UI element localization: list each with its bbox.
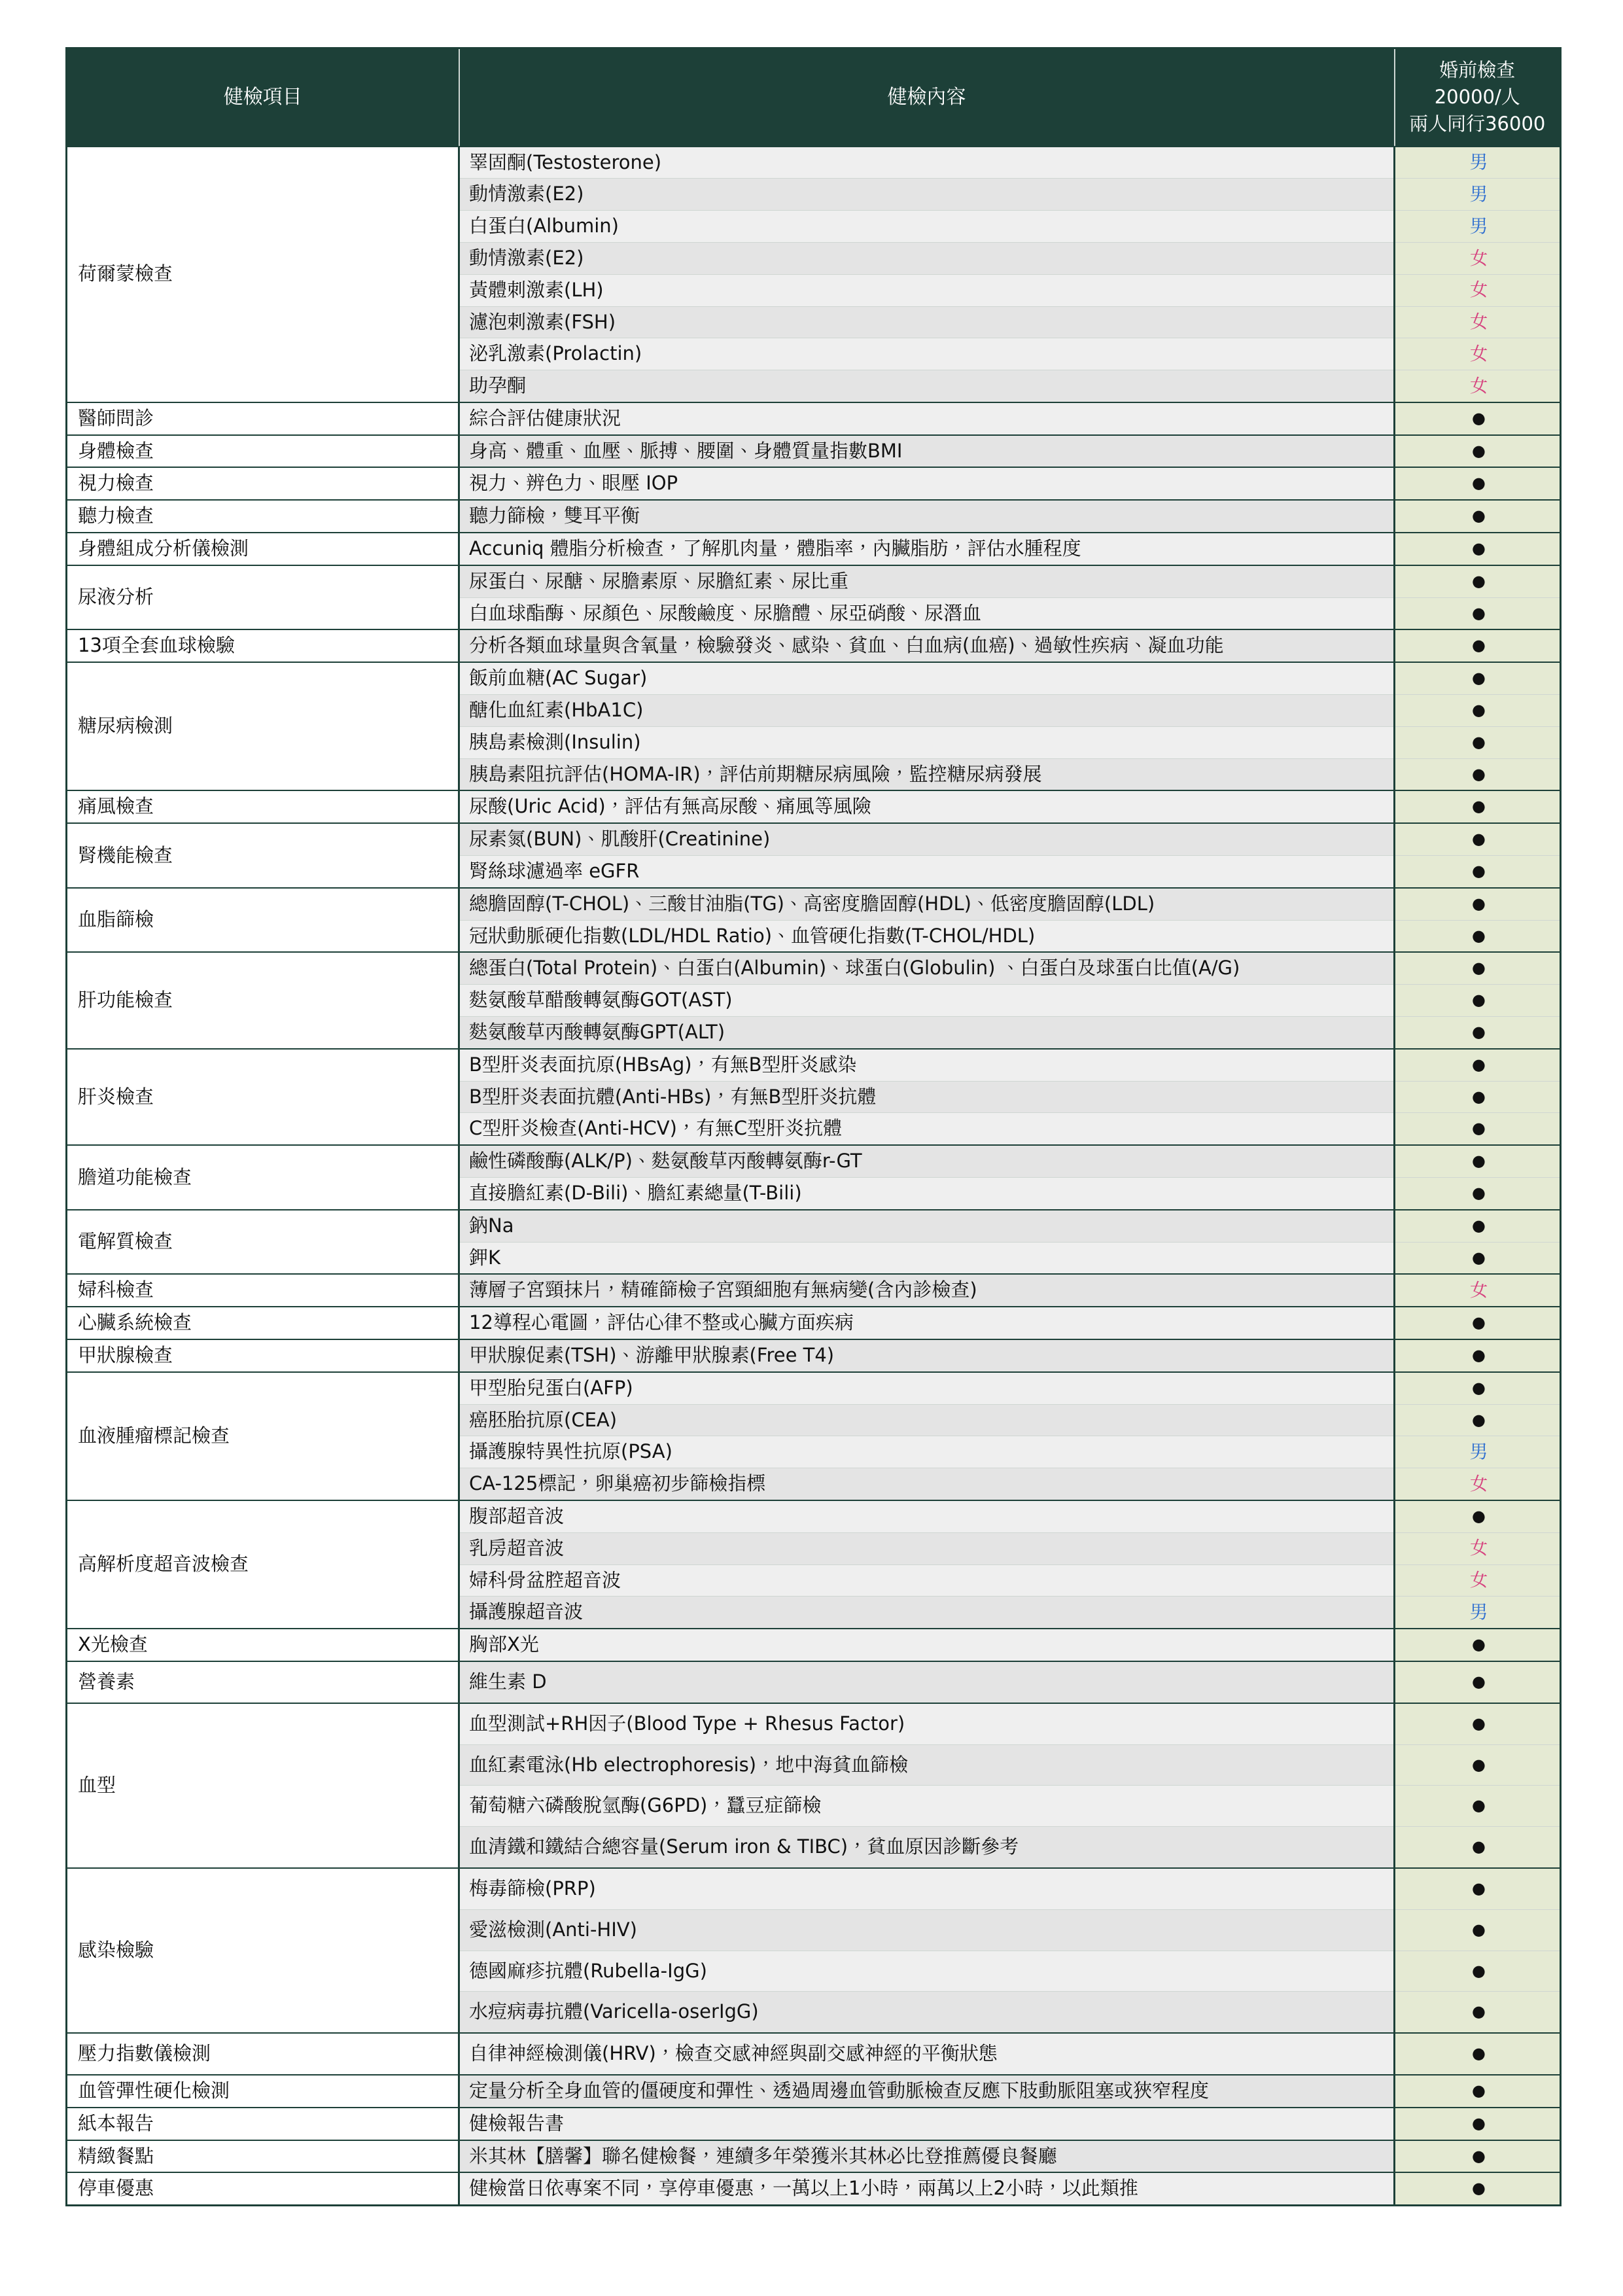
exam-included-mark: ● <box>1395 1909 1561 1951</box>
exam-content: 健檢當日依專案不同，享停車優惠，一萬以上1小時，兩萬以上2小時，以此類推 <box>459 2172 1395 2205</box>
exam-content: 攝護腺特異性抗原(PSA) <box>459 1436 1395 1468</box>
exam-content: 胰島素阻抗評估(HOMA-IR)，評估前期糖尿病風險，監控糖尿病發展 <box>459 758 1395 790</box>
exam-included-mark: ● <box>1395 565 1561 597</box>
exam-content: 腎絲球濾過率 eGFR <box>459 856 1395 888</box>
table-row <box>67 500 1561 533</box>
exam-item-name: 糖尿病檢測 <box>67 662 459 790</box>
exam-item-name: 高解析度超音波檢查 <box>67 1500 459 1629</box>
exam-item-name: 尿液分析 <box>67 565 459 630</box>
exam-content: 維生素 D <box>459 1661 1395 1703</box>
exam-included-mark: 女 <box>1395 242 1561 274</box>
exam-item-name: 肝功能檢查 <box>67 952 459 1048</box>
exam-item-name: 聽力檢查 <box>67 500 459 533</box>
exam-content: 綜合評估健康狀況 <box>459 402 1395 435</box>
table-row <box>67 2108 1561 2140</box>
exam-included-mark: ● <box>1395 920 1561 952</box>
exam-content: 身高、體重、血壓、脈搏、腰圍、身體質量指數BMI <box>459 435 1395 468</box>
exam-item-name: 紙本報告 <box>67 2108 459 2140</box>
exam-included-mark: 女 <box>1395 1532 1561 1564</box>
table-row <box>67 1339 1561 1372</box>
exam-included-mark: ● <box>1395 1307 1561 1339</box>
exam-included-mark: ● <box>1395 467 1561 500</box>
exam-included-mark: ● <box>1395 1661 1561 1703</box>
exam-content: 總膽固醇(T-CHOL)、三酸甘油脂(TG)、高密度膽固醇(HDL)、低密度膽固醇(LDL) <box>459 888 1395 920</box>
table-body <box>67 147 1561 2206</box>
exam-included-mark: ● <box>1395 1629 1561 1661</box>
exam-content: 胰島素檢測(Insulin) <box>459 726 1395 758</box>
exam-included-mark: ● <box>1395 790 1561 823</box>
header-price-line-1: 婚前檢查 <box>1439 59 1516 81</box>
exam-content: 尿酸(Uric Acid)，評估有無高尿酸、痛風等風險 <box>459 790 1395 823</box>
exam-content: B型肝炎表面抗原(HBsAg)，有無B型肝炎感染 <box>459 1049 1395 1081</box>
exam-item-name: 婦科檢查 <box>67 1274 459 1307</box>
header-content: 健檢內容 <box>459 48 1395 147</box>
exam-content: 總蛋白(Total Protein)、白蛋白(Albumin)、球蛋白(Globulin) 、白蛋白及球蛋白比值(A/G) <box>459 952 1395 984</box>
exam-content: 尿素氮(BUN)、肌酸肝(Creatinine) <box>459 823 1395 855</box>
exam-item-name: 身體檢查 <box>67 435 459 468</box>
table-row <box>67 1868 1561 1909</box>
table-row <box>67 823 1561 855</box>
exam-included-mark: 男 <box>1395 211 1561 243</box>
exam-content: 愛滋檢測(Anti-HIV) <box>459 1909 1395 1951</box>
table-row <box>67 1210 1561 1242</box>
exam-included-mark: 女 <box>1395 338 1561 370</box>
header-item: 健檢項目 <box>67 48 459 147</box>
exam-included-mark: ● <box>1395 952 1561 984</box>
table-row <box>67 1500 1561 1532</box>
table-row <box>67 467 1561 500</box>
exam-content: 德國麻疹抗體(Rubella-IgG) <box>459 1951 1395 1992</box>
exam-content: 視力、辨色力、眼壓 IOP <box>459 467 1395 500</box>
exam-included-mark: ● <box>1395 1500 1561 1532</box>
exam-included-mark: ● <box>1395 1081 1561 1113</box>
exam-item-name: 電解質檢查 <box>67 1210 459 1275</box>
exam-included-mark: ● <box>1395 695 1561 727</box>
exam-item-name: 痛風檢查 <box>67 790 459 823</box>
exam-included-mark: ● <box>1395 1786 1561 1827</box>
header-price-line-2: 20000/人 <box>1434 86 1520 109</box>
table-row <box>67 1703 1561 1744</box>
exam-included-mark: ● <box>1395 1210 1561 1242</box>
exam-included-mark: ● <box>1395 758 1561 790</box>
exam-item-name: 肝炎檢查 <box>67 1049 459 1145</box>
exam-included-mark: ● <box>1395 662 1561 694</box>
exam-item-name: 醫師問診 <box>67 402 459 435</box>
exam-included-mark: 女 <box>1395 1468 1561 1500</box>
exam-content: 泌乳激素(Prolactin) <box>459 338 1395 370</box>
exam-included-mark: ● <box>1395 2140 1561 2173</box>
exam-included-mark: ● <box>1395 2172 1561 2205</box>
exam-content: C型肝炎檢查(Anti-HCV)，有無C型肝炎抗體 <box>459 1113 1395 1145</box>
exam-content: 分析各類血球量與含氧量，檢驗發炎、感染、貧血、白血病(血癌)、過敏性疾病、凝血功能 <box>459 629 1395 662</box>
exam-included-mark: ● <box>1395 533 1561 565</box>
exam-content: 乳房超音波 <box>459 1532 1395 1564</box>
exam-content: 黃體刺激素(LH) <box>459 274 1395 306</box>
exam-content: 動情激素(E2) <box>459 179 1395 211</box>
table-row <box>67 533 1561 565</box>
table-row <box>67 1661 1561 1703</box>
exam-included-mark: ● <box>1395 1178 1561 1210</box>
exam-included-mark: 男 <box>1395 179 1561 211</box>
exam-content: 動情激素(E2) <box>459 242 1395 274</box>
table-row <box>67 1307 1561 1339</box>
exam-content: 醣化血紅素(HbA1C) <box>459 695 1395 727</box>
exam-included-mark: ● <box>1395 1145 1561 1177</box>
exam-included-mark: ● <box>1395 888 1561 920</box>
exam-item-name: 血脂篩檢 <box>67 888 459 953</box>
exam-included-mark: 女 <box>1395 274 1561 306</box>
exam-content: 水痘病毒抗體(Varicella-oserIgG) <box>459 1992 1395 2033</box>
exam-content: CA-125標記，卵巢癌初步篩檢指標 <box>459 1468 1395 1500</box>
health-check-table-wrapper <box>65 47 1560 2206</box>
exam-content: 白血球酯酶、尿顏色、尿酸鹼度、尿膽醴、尿亞硝酸、尿潛血 <box>459 597 1395 629</box>
exam-included-mark: 女 <box>1395 306 1561 338</box>
table-row <box>67 662 1561 694</box>
exam-content: 鹼性磷酸酶(ALK/P)、麩氨酸草丙酸轉氨酶r-GT <box>459 1145 1395 1177</box>
exam-content: 助孕酮 <box>459 370 1395 402</box>
exam-content: 甲狀腺促素(TSH)、游離甲狀腺素(Free T4) <box>459 1339 1395 1372</box>
exam-content: Accuniq 體脂分析檢查，了解肌肉量，體脂率，內臟脂肪，評估水腫程度 <box>459 533 1395 565</box>
table-row <box>67 790 1561 823</box>
table-header <box>67 48 1561 147</box>
exam-content: 米其林【膳馨】聯名健檢餐，連續多年榮獲米其林必比登推薦優良餐廳 <box>459 2140 1395 2173</box>
table-row <box>67 2033 1561 2075</box>
exam-content: 直接膽紅素(D-Bili)、膽紅素總量(T-Bili) <box>459 1178 1395 1210</box>
exam-content: 白蛋白(Albumin) <box>459 211 1395 243</box>
exam-content: 自律神經檢測儀(HRV)，檢查交感神經與副交感神經的平衡狀態 <box>459 2033 1395 2075</box>
table-row <box>67 888 1561 920</box>
exam-content: 健檢報告書 <box>459 2108 1395 2140</box>
exam-content: 腹部超音波 <box>459 1500 1395 1532</box>
table-row <box>67 435 1561 468</box>
table-row <box>67 1049 1561 1081</box>
exam-content: 血型測試+RH因子(Blood Type + Rhesus Factor) <box>459 1703 1395 1744</box>
exam-item-name: 身體組成分析儀檢測 <box>67 533 459 565</box>
table-row <box>67 565 1561 597</box>
exam-content: 薄層子宮頸抹片，精確篩檢子宮頸細胞有無病變(含內診檢查) <box>459 1274 1395 1307</box>
exam-included-mark: ● <box>1395 402 1561 435</box>
header-price-line-3: 兩人同行36000 <box>1409 113 1546 135</box>
exam-included-mark: ● <box>1395 2108 1561 2140</box>
exam-content: 冠狀動脈硬化指數(LDL/HDL Ratio)、血管硬化指數(T-CHOL/HDL) <box>459 920 1395 952</box>
exam-content: 梅毒篩檢(PRP) <box>459 1868 1395 1909</box>
exam-content: 12導程心電圖，評估心律不整或心臟方面疾病 <box>459 1307 1395 1339</box>
exam-included-mark: ● <box>1395 726 1561 758</box>
exam-content: 麩氨酸草醋酸轉氨酶GOT(AST) <box>459 985 1395 1017</box>
table-row <box>67 1629 1561 1661</box>
exam-included-mark: ● <box>1395 597 1561 629</box>
exam-included-mark: ● <box>1395 856 1561 888</box>
table-row <box>67 629 1561 662</box>
exam-item-name: 停車優惠 <box>67 2172 459 2205</box>
header-price <box>1395 48 1561 147</box>
exam-content: 定量分析全身血管的僵硬度和彈性、透過周邊血管動脈檢查反應下肢動脈阻塞或狹窄程度 <box>459 2075 1395 2108</box>
header-row <box>67 48 1561 147</box>
exam-item-name: 精緻餐點 <box>67 2140 459 2173</box>
table-row <box>67 1372 1561 1404</box>
exam-item-name: 腎機能檢查 <box>67 823 459 888</box>
exam-item-name: X光檢查 <box>67 1629 459 1661</box>
exam-item-name: 膽道功能檢查 <box>67 1145 459 1210</box>
table-row <box>67 2075 1561 2108</box>
exam-item-name: 營養素 <box>67 1661 459 1703</box>
exam-content: 血紅素電泳(Hb electrophoresis)，地中海貧血篩檢 <box>459 1744 1395 1786</box>
exam-item-name: 壓力指數儀檢測 <box>67 2033 459 2075</box>
exam-item-name: 荷爾蒙檢查 <box>67 147 459 402</box>
exam-content: 葡萄糖六磷酸脫氫酶(G6PD)，蠶豆症篩檢 <box>459 1786 1395 1827</box>
exam-included-mark: ● <box>1395 1339 1561 1372</box>
exam-included-mark: ● <box>1395 1113 1561 1145</box>
table-row <box>67 952 1561 984</box>
exam-item-name: 血型 <box>67 1703 459 1868</box>
exam-item-name: 心臟系統檢查 <box>67 1307 459 1339</box>
exam-included-mark: 男 <box>1395 147 1561 179</box>
exam-item-name: 血液腫瘤標記檢查 <box>67 1372 459 1500</box>
exam-included-mark: ● <box>1395 1017 1561 1049</box>
table-row <box>67 2172 1561 2205</box>
exam-included-mark: ● <box>1395 500 1561 533</box>
exam-content: B型肝炎表面抗體(Anti-HBs)，有無B型肝炎抗體 <box>459 1081 1395 1113</box>
exam-included-mark: 女 <box>1395 1274 1561 1307</box>
exam-content: 甲型胎兒蛋白(AFP) <box>459 1372 1395 1404</box>
table-row <box>67 1274 1561 1307</box>
exam-included-mark: 男 <box>1395 1436 1561 1468</box>
exam-included-mark: ● <box>1395 1951 1561 1992</box>
exam-content: 鉀K <box>459 1242 1395 1274</box>
table-row <box>67 2140 1561 2173</box>
exam-included-mark: 女 <box>1395 1564 1561 1597</box>
exam-content: 睪固酮(Testosterone) <box>459 147 1395 179</box>
exam-content: 攝護腺超音波 <box>459 1597 1395 1629</box>
exam-content: 飯前血糖(AC Sugar) <box>459 662 1395 694</box>
exam-content: 鈉Na <box>459 1210 1395 1242</box>
exam-included-mark: ● <box>1395 2075 1561 2108</box>
exam-included-mark: ● <box>1395 1404 1561 1436</box>
exam-content: 胸部X光 <box>459 1629 1395 1661</box>
exam-item-name: 視力檢查 <box>67 467 459 500</box>
exam-included-mark: ● <box>1395 823 1561 855</box>
exam-included-mark: ● <box>1395 1703 1561 1744</box>
exam-item-name: 甲狀腺檢查 <box>67 1339 459 1372</box>
health-check-table <box>65 47 1562 2206</box>
exam-included-mark: ● <box>1395 435 1561 468</box>
exam-included-mark: ● <box>1395 1744 1561 1786</box>
exam-included-mark: ● <box>1395 1049 1561 1081</box>
table-row <box>67 402 1561 435</box>
exam-included-mark: ● <box>1395 985 1561 1017</box>
exam-content: 血清鐵和鐵結合總容量(Serum iron & TIBC)，貧血原因診斷參考 <box>459 1827 1395 1868</box>
exam-included-mark: ● <box>1395 1992 1561 2033</box>
table-row <box>67 147 1561 179</box>
exam-included-mark: ● <box>1395 1868 1561 1909</box>
exam-included-mark: ● <box>1395 1242 1561 1274</box>
exam-included-mark: ● <box>1395 1372 1561 1404</box>
exam-content: 癌胚胎抗原(CEA) <box>459 1404 1395 1436</box>
exam-content: 聽力篩檢，雙耳平衡 <box>459 500 1395 533</box>
exam-item-name: 血管彈性硬化檢測 <box>67 2075 459 2108</box>
exam-included-mark: ● <box>1395 629 1561 662</box>
exam-content: 尿蛋白、尿醣、尿膽素原、尿膽紅素、尿比重 <box>459 565 1395 597</box>
exam-included-mark: ● <box>1395 2033 1561 2075</box>
exam-content: 濾泡刺激素(FSH) <box>459 306 1395 338</box>
exam-item-name: 感染檢驗 <box>67 1868 459 2033</box>
exam-content: 麩氨酸草丙酸轉氨酶GPT(ALT) <box>459 1017 1395 1049</box>
exam-included-mark: 女 <box>1395 370 1561 402</box>
exam-included-mark: ● <box>1395 1827 1561 1868</box>
exam-included-mark: 男 <box>1395 1597 1561 1629</box>
exam-item-name: 13項全套血球檢驗 <box>67 629 459 662</box>
table-row <box>67 1145 1561 1177</box>
exam-content: 婦科骨盆腔超音波 <box>459 1564 1395 1597</box>
